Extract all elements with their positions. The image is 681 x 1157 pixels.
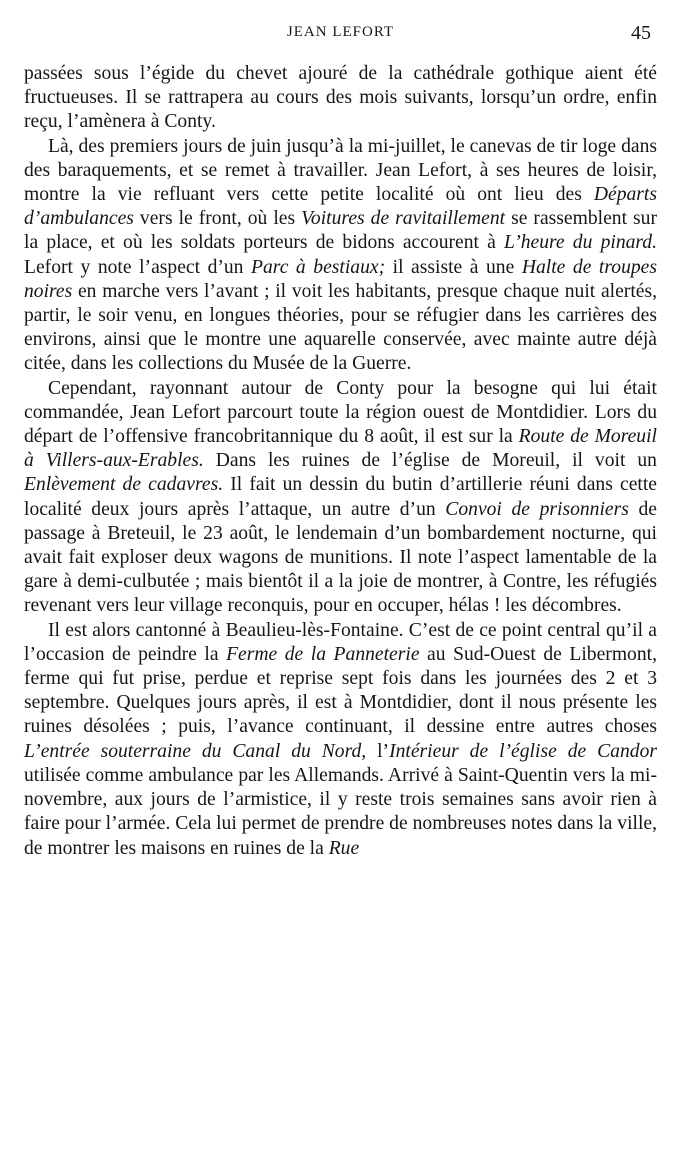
- italic-title: Parc à bestiaux;: [251, 256, 386, 278]
- italic-title: Intérieur de l’église de Candor: [389, 740, 657, 762]
- text-run: Dans les ruines de l’église de Moreuil, il voit un: [203, 450, 657, 472]
- italic-title: L’entrée souterraine du Canal du Nord,: [24, 740, 367, 762]
- italic-title: Ferme de la Panneterie: [226, 643, 420, 665]
- text-run: il assiste à une: [385, 256, 522, 278]
- paragraph: [24, 619, 657, 861]
- text-run: se rassemblent sur la place, et où les soldats porteurs de bidons accourent à: [24, 208, 657, 254]
- italic-title: Route de Moreuil à Villers-aux-Erables.: [24, 426, 657, 472]
- text-run: au Sud-Ouest de Libermont, ferme qui fut prise, perdue et reprise sept fois dans les journées des 2 et 3 septembre. Quelques jours après, il est à Montdidier, dont il nous présente les ruines désolées ; puis, l’avance continuant, il dessine entre autres choses: [24, 643, 657, 738]
- italic-title: Départs d’ambulances: [24, 184, 657, 230]
- text-run: Cependant, rayonnant autour de Conty pour la besogne qui lui était commandée, Jean Lefort parcourt toute la région ouest de Montdidier. Lors du départ de l’offensive francobritannique du 8 août, il est sur la: [24, 377, 657, 448]
- text-run: passées sous l’égide du chevet ajouré de la cathédrale gothique aient été fructueuses. Il se rattrapera au cours des mois suivants, lorsqu’un ordre, enfin reçu, l’amènera à Conty.: [24, 63, 657, 133]
- running-title: JEAN LEFORT: [286, 24, 395, 40]
- text-run: Il fait un dessin du butin d’artillerie réuni dans cette localité deux jours après l’attaque, un autre d’un: [24, 474, 657, 520]
- text-run: de passage à Breteuil, le 23 août, le lendemain d’un bombardement nocturne, qui avait fait exploser deux wagons de munitions. Il note l’aspect lamentable de la gare à demi-culbutée ; mais bientôt il a la joie de montrer, à Contre, les réfugiés revenant vers leur village reconquis, pour en occuper, hélas ! les décombres.: [24, 498, 657, 617]
- paragraph: [24, 377, 657, 619]
- text-run: Là, des premiers jours de juin jusqu’à la mi-juillet, le canevas de tir loge dans des baraquements, et se remet à travailler. Jean Lefort, à ses heures de loisir, montre la vie refluant vers cette petite localité où ont lieu des: [24, 135, 657, 206]
- italic-title: L’heure du pinard.: [504, 232, 657, 254]
- italic-title: Convoi de prisonniers: [445, 498, 629, 520]
- paragraph: [24, 135, 657, 377]
- italic-title: Halte de troupes noires: [24, 256, 657, 302]
- text-run: utilisée comme ambulance par les Allemands. Arrivé à Saint-Quentin vers la mi-novembre, aux jours de l’armistice, il y reste trois semaines sans avoir rien à faire pour l’armée. Cela lui permet de prendre de nombreuses notes dans la ville, de montrer les maisons en ruines de la: [24, 764, 657, 859]
- page-number: 45: [631, 22, 651, 44]
- paragraph: [24, 62, 657, 135]
- italic-title: Rue: [328, 837, 360, 859]
- text-run: vers le front, où les: [133, 208, 302, 230]
- text-run: Lefort y note l’aspect d’un: [24, 256, 252, 278]
- italic-title: Voitures de ravitaillement: [301, 208, 506, 230]
- text-run: l’: [366, 740, 390, 762]
- text-run: Il est alors cantonné à Beaulieu-lès-Fontaine. C’est de ce point central qu’il a l’occasion de peindre la: [24, 619, 657, 665]
- italic-title: Enlèvement de cadavres.: [24, 474, 224, 496]
- body-text: [24, 62, 657, 861]
- text-run: en marche vers l’avant ; il voit les habitants, presque chaque nuit alertés, partir, le soir venu, en longues théories, pour se réfugier dans les carrières des environs, ainsi que le montre une aquarelle conservée, avec mainte autre déjà citée, dans les collections du Musée de la Guerre.: [24, 280, 657, 375]
- running-header: [24, 22, 657, 52]
